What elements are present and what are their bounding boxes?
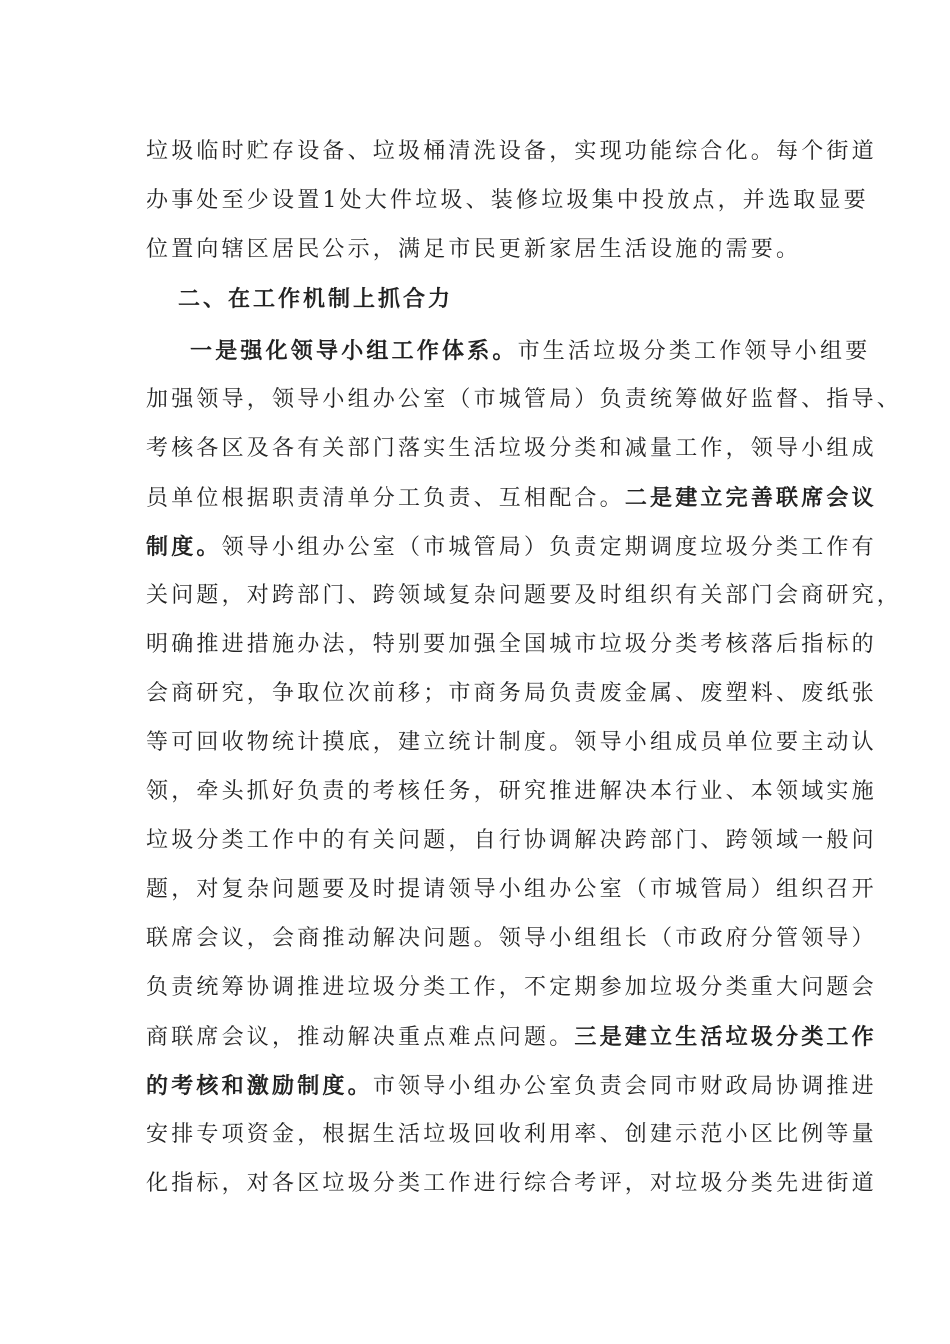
text-line — [146, 874, 877, 906]
text-run: 关问题，对跨部门、跨领域复杂问题要及时组织有关部门会商研究， — [146, 583, 903, 608]
bold-lead-phrase: 三是建立生活垃圾分类工作 — [574, 1024, 877, 1050]
text-line — [146, 433, 877, 465]
text-line — [146, 776, 877, 808]
bold-lead-phrase: 的考核和激励制度。 — [146, 1073, 373, 1099]
text-line — [146, 185, 869, 217]
text-run: 市生活垃圾分类工作领导小组要 — [517, 339, 871, 364]
text-run: 联席会议，会商推动解决问题。领导小组组长（市政府分管领导） — [146, 926, 877, 951]
text-run: 位置向辖区居民公示，满足市民更新家居生活设施的需要。 — [146, 237, 802, 262]
text-run: 安排专项资金，根据生活垃圾回收利用率、创建示范小区比例等量 — [146, 1122, 877, 1147]
text-run: 等可回收物统计摸底，建立统计制度。领导小组成员单位要主动认 — [146, 730, 877, 755]
text-line — [146, 1021, 877, 1054]
text-line — [146, 580, 903, 612]
text-line — [146, 972, 877, 1004]
text-run: 明确推进措施办法，特别要加强全国城市垃圾分类考核落后指标的 — [146, 632, 877, 657]
text-line — [146, 727, 877, 759]
text-line — [146, 678, 877, 710]
text-line — [146, 136, 877, 168]
text-line — [146, 825, 877, 857]
text-run: 办事处至少设置1处大件垃圾、装修垃圾集中投放点，并选取显要 — [146, 188, 869, 213]
text-line — [146, 1070, 877, 1103]
text-run: 领导小组办公室（市城管局）负责定期调度垃圾分类工作有 — [221, 535, 877, 560]
text-run: 市领导小组办公室负责会同市财政局协调推进 — [372, 1074, 877, 1099]
bold-lead-phrase: 一是强化领导小组工作体系。 — [190, 338, 518, 364]
text-run: 商联席会议，推动解决重点难点问题。 — [146, 1025, 575, 1050]
text-run: 垃圾分类工作中的有关问题，自行协调解决跨部门、跨领域一般问 — [146, 828, 877, 853]
text-run: 加强领导，领导小组办公室（市城管局）负责统筹做好监督、指导、 — [146, 387, 903, 412]
text-run: 考核各区及各有关部门落实生活垃圾分类和减量工作，领导小组成 — [146, 436, 877, 461]
text-line — [146, 531, 877, 564]
text-run: 化指标，对各区垃圾分类工作进行综合考评，对垃圾分类先进街道 — [146, 1171, 877, 1196]
bold-lead-phrase: 二是建立完善联席会议 — [624, 485, 877, 511]
text-run: 领，牵头抓好负责的考核任务，研究推进解决本行业、本领域实施 — [146, 779, 877, 804]
text-line — [146, 234, 816, 266]
bold-lead-phrase: 制度。 — [146, 534, 222, 560]
text-line — [146, 629, 877, 661]
text-run: 垃圾临时贮存设备、垃圾桶清洗设备，实现功能综合化。每个街道 — [146, 139, 877, 164]
text-line — [146, 1168, 877, 1200]
section-heading — [178, 283, 848, 315]
text-line — [190, 335, 871, 368]
text-line — [146, 1119, 877, 1151]
text-line — [146, 482, 877, 515]
text-line — [146, 384, 903, 416]
text-run: 员单位根据职责清单分工负责、互相配合。 — [146, 486, 625, 511]
text-run: 负责统筹协调推进垃圾分类工作，不定期参加垃圾分类重大问题会 — [146, 975, 877, 1000]
text-run: 会商研究，争取位次前移；市商务局负责废金属、废塑料、废纸张 — [146, 681, 877, 706]
section-heading-text: 二、在工作机制上抓合力 — [178, 286, 454, 312]
text-run: 题，对复杂问题要及时提请领导小组办公室（市城管局）组织召开 — [146, 877, 877, 902]
text-line — [146, 923, 877, 955]
